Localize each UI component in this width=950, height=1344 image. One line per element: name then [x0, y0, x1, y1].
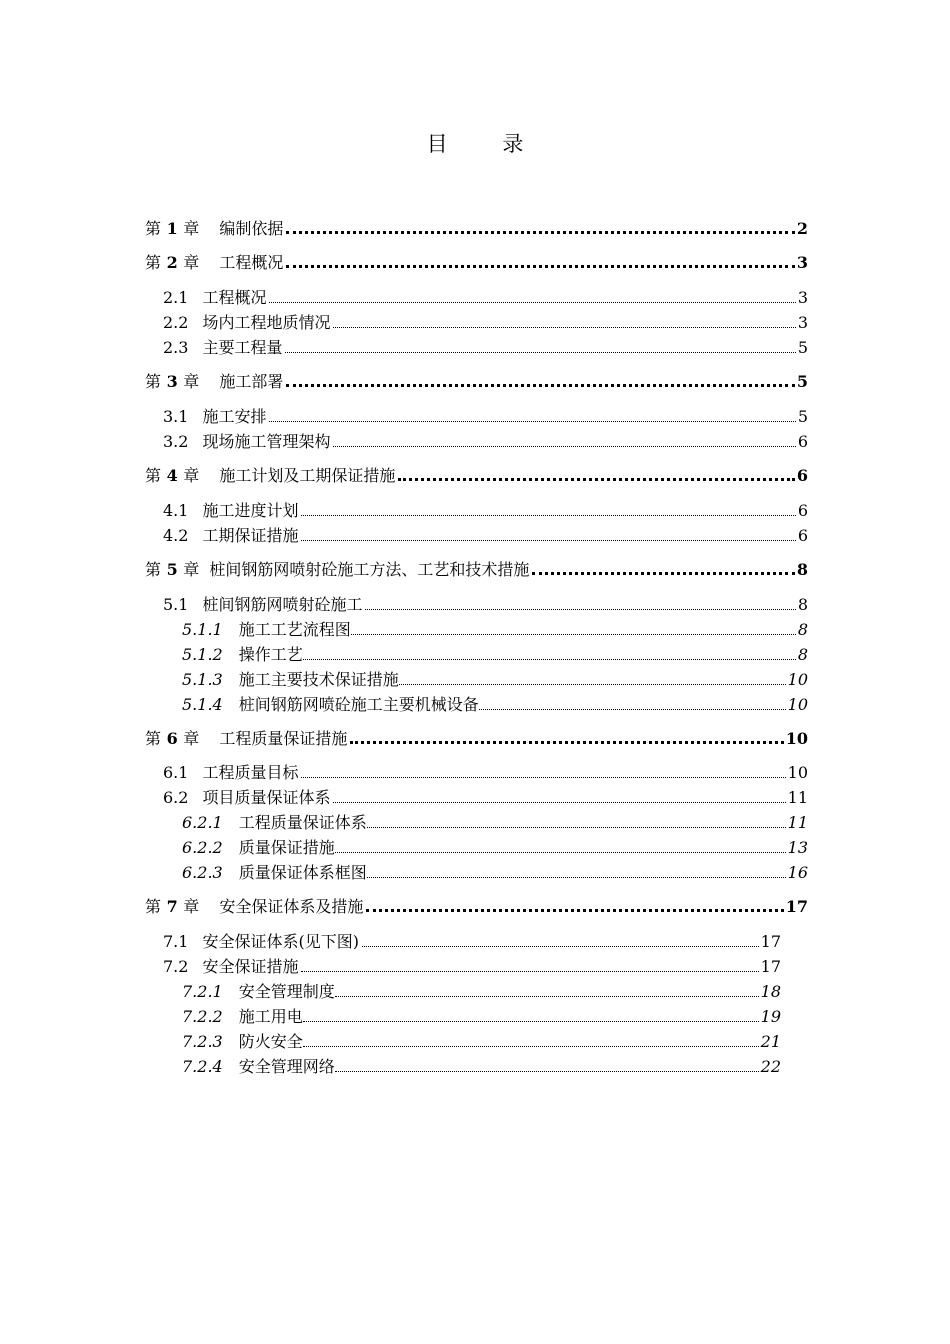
toc-entry-title: 桩间钢筋网喷砼施工主要机械设备: [238, 695, 479, 714]
chapter-number: 5: [161, 560, 184, 579]
toc-entry-title: 安全保证体系及措施: [219, 897, 364, 916]
toc-subsection-entry[interactable]: [182, 862, 808, 884]
dot-leader: [479, 708, 786, 710]
toc-entry-page-number: 6: [796, 466, 808, 485]
toc-chapter-entry[interactable]: [145, 252, 808, 274]
toc-chapter-entry[interactable]: [145, 371, 808, 393]
toc-section-entry[interactable]: [163, 762, 808, 784]
toc-entry-page-number: 5: [796, 372, 808, 391]
toc-entry-number: 5.1.1: [182, 620, 223, 639]
toc-entry-title: 质量保证措施: [238, 838, 335, 857]
toc-entry-title: 施工部署: [219, 372, 284, 391]
toc-entry-title: 施工安排: [202, 407, 267, 426]
toc-chapter-entry[interactable]: [145, 896, 808, 918]
toc-section-entry[interactable]: [163, 594, 808, 616]
toc-entry-number: 2.3: [163, 338, 189, 357]
toc-entry-number: 4.1: [163, 501, 189, 520]
toc-subsection-entry[interactable]: [182, 1031, 781, 1053]
chapter-suffix: 章: [183, 219, 200, 238]
toc-entry-title: 施工进度计划: [202, 501, 299, 520]
toc-subsection-entry[interactable]: [182, 694, 808, 716]
toc-entry-title: 工期保证措施: [202, 526, 299, 545]
toc-entry-title: 桩间钢筋网喷射砼施工: [202, 595, 363, 614]
toc-entry-title: 施工工艺流程图: [238, 620, 351, 639]
toc-entry-page-number: 5: [797, 407, 808, 426]
dot-leader: [286, 383, 795, 387]
toc-chapter-entry[interactable]: [145, 728, 808, 750]
toc-subsection-entry[interactable]: [182, 1056, 781, 1078]
toc-entry-page-number: 10: [787, 763, 808, 782]
toc-entry-page-number: 11: [787, 788, 808, 807]
toc-entry-page-number: 22: [760, 1057, 781, 1076]
toc-entry-number: 6.1: [163, 763, 189, 782]
toc-entry-number: 6.2.1: [182, 813, 223, 832]
chapter-prefix: 第: [145, 729, 162, 748]
toc-entry-number: [145, 371, 199, 393]
toc-entry-number: 5.1.4: [182, 695, 223, 714]
toc-chapter-entry[interactable]: [145, 218, 808, 240]
toc-entry-title: 主要工程量: [202, 338, 283, 357]
dot-leader: [367, 876, 786, 878]
chapter-suffix: 章: [183, 729, 200, 748]
dot-leader: [303, 658, 796, 660]
dot-leader: [350, 740, 783, 744]
toc-entry-title: 工程质量保证措施: [219, 729, 348, 748]
chapter-suffix: 章: [183, 897, 200, 916]
toc-entry-number: 3.2: [163, 432, 189, 451]
toc-entry-number: 7.1: [163, 932, 189, 951]
toc-entry-number: 6.2: [163, 788, 189, 807]
toc-entry-number: [145, 896, 199, 918]
toc-entry-number: 5.1.2: [182, 645, 223, 664]
toc-entry-title: 安全保证体系(见下图): [202, 932, 359, 951]
chapter-suffix: 章: [183, 372, 200, 391]
chapter-prefix: 第: [145, 897, 162, 916]
toc-entry-title: 安全管理制度: [238, 982, 335, 1001]
toc-entry-page-number: 6: [797, 501, 808, 520]
dot-leader: [333, 326, 795, 328]
toc-chapter-entry[interactable]: [145, 559, 808, 581]
chapter-number: 7: [161, 897, 184, 916]
toc-entry-page-number: 21: [760, 1032, 781, 1051]
dot-leader: [285, 351, 795, 353]
toc-subsection-entry[interactable]: [182, 644, 808, 666]
chapter-suffix: 章: [183, 560, 200, 579]
toc-subsection-entry[interactable]: [182, 837, 808, 859]
toc-entry-number: 7.2.3: [182, 1032, 223, 1051]
chapter-prefix: 第: [145, 253, 162, 272]
chapter-suffix: 章: [183, 253, 200, 272]
toc-subsection-entry[interactable]: [182, 1006, 781, 1028]
toc-entry-number: [145, 559, 199, 581]
chapter-number: 1: [161, 219, 184, 238]
toc-entry-page-number: 8: [797, 595, 808, 614]
toc-entry-title: 工程概况: [202, 288, 267, 307]
dot-leader: [532, 571, 795, 575]
toc-entry-title: 项目质量保证体系: [202, 788, 331, 807]
toc-entry-page-number: 16: [787, 863, 808, 882]
toc-subsection-entry[interactable]: [182, 619, 808, 641]
toc-entry-page-number: 8: [796, 560, 808, 579]
toc-entry-page-number: 8: [797, 620, 808, 639]
toc-entry-title: 工程概况: [219, 253, 284, 272]
toc-section-entry[interactable]: [163, 787, 808, 809]
toc-entry-page-number: 10: [787, 695, 808, 714]
dot-leader: [269, 301, 795, 303]
toc-entry-number: [145, 465, 199, 487]
toc-entry-page-number: 11: [787, 813, 808, 832]
dot-leader: [366, 908, 783, 912]
chapter-number: 3: [161, 372, 184, 391]
toc-entry-page-number: 19: [760, 1007, 781, 1026]
toc-entry-number: 7.2: [163, 957, 189, 976]
toc-chapter-entry[interactable]: [145, 465, 808, 487]
dot-leader: [269, 420, 795, 422]
toc-entry-number: 7.2.1: [182, 982, 223, 1001]
toc-entry-title: 工程质量目标: [202, 763, 299, 782]
toc-entry-title: 防火安全: [238, 1032, 303, 1051]
dot-leader: [303, 1020, 759, 1022]
dot-leader: [301, 970, 758, 972]
chapter-number: 6: [161, 729, 184, 748]
toc-entry-number: 6.2.2: [182, 838, 223, 857]
toc-entry-number: 2.2: [163, 313, 189, 332]
dot-leader: [286, 264, 795, 268]
dot-leader: [301, 514, 795, 516]
toc-section-entry[interactable]: [163, 312, 808, 334]
toc-entry-title: 安全保证措施: [202, 957, 299, 976]
toc-entry-title: 工程质量保证体系: [238, 813, 367, 832]
dot-leader: [351, 633, 796, 635]
toc-section-entry[interactable]: [163, 337, 808, 359]
toc-entry-page-number: 18: [760, 982, 781, 1001]
toc-entry-page-number: 17: [760, 932, 781, 951]
toc-entry-number: 2.1: [163, 288, 189, 307]
toc-entry-title: 施工计划及工期保证措施: [219, 466, 396, 485]
toc-subsection-entry[interactable]: [182, 981, 781, 1003]
toc-entry-number: [145, 218, 199, 240]
toc-entry-page-number: 13: [787, 838, 808, 857]
dot-leader: [335, 1070, 759, 1072]
toc-section-entry[interactable]: [163, 525, 808, 547]
toc-entry-number: 3.1: [163, 407, 189, 426]
chapter-prefix: 第: [145, 372, 162, 391]
dot-leader: [365, 608, 795, 610]
toc-section-entry[interactable]: [163, 287, 808, 309]
toc-entry-title: 现场施工管理架构: [202, 432, 331, 451]
toc-entry-number: [145, 728, 199, 750]
page-title: 目 录: [426, 132, 548, 156]
toc-entry-title: 操作工艺: [238, 645, 303, 664]
dot-leader: [398, 477, 795, 481]
toc-section-entry[interactable]: [163, 500, 808, 522]
toc-entry-number: [145, 252, 199, 274]
chapter-prefix: 第: [145, 219, 162, 238]
chapter-suffix: 章: [183, 466, 200, 485]
dot-leader: [335, 995, 759, 997]
toc-entry-page-number: 10: [787, 670, 808, 689]
toc-entry-page-number: 3: [797, 313, 808, 332]
toc-entry-title: 施工用电: [238, 1007, 303, 1026]
toc-entry-number: 7.2.2: [182, 1007, 223, 1026]
toc-entry-title: 安全管理网络: [238, 1057, 335, 1076]
chapter-number: 2: [161, 253, 184, 272]
toc-entry-page-number: 10: [785, 729, 808, 748]
toc-section-entry[interactable]: [163, 956, 781, 978]
chapter-prefix: 第: [145, 560, 162, 579]
dot-leader: [362, 945, 759, 947]
toc-entry-title: 场内工程地质情况: [202, 313, 331, 332]
chapter-prefix: 第: [145, 466, 162, 485]
toc-entry-title: 桩间钢筋网喷射砼施工方法、工艺和技术措施: [209, 560, 530, 579]
dot-leader: [367, 826, 786, 828]
toc-entry-page-number: 6: [797, 432, 808, 451]
dot-leader: [301, 776, 785, 778]
dot-leader: [301, 539, 795, 541]
toc-entry-title: 施工主要技术保证措施: [238, 670, 399, 689]
toc-subsection-entry[interactable]: [182, 812, 808, 834]
toc-entry-page-number: 17: [760, 957, 781, 976]
toc-section-entry[interactable]: [163, 931, 781, 953]
toc-entry-number: 5.1.3: [182, 670, 223, 689]
toc-section-entry[interactable]: [163, 406, 808, 428]
toc-entry-number: 4.2: [163, 526, 189, 545]
dot-leader: [335, 851, 786, 853]
toc-entry-page-number: 17: [785, 897, 808, 916]
toc-entry-number: 7.2.4: [182, 1057, 223, 1076]
toc-entry-number: 5.1: [163, 595, 189, 614]
toc-subsection-entry[interactable]: [182, 669, 808, 691]
toc-entry-title: 编制依据: [219, 219, 284, 238]
toc-entry-page-number: 6: [797, 526, 808, 545]
toc-entry-page-number: 3: [796, 253, 808, 272]
chapter-number: 4: [161, 466, 184, 485]
dot-leader: [286, 230, 795, 234]
dot-leader: [333, 801, 785, 803]
dot-leader: [333, 445, 795, 447]
toc-entry-page-number: 3: [797, 288, 808, 307]
toc-entry-page-number: 8: [797, 645, 808, 664]
dot-leader: [399, 683, 786, 685]
toc-entry-title: 质量保证体系框图: [238, 863, 367, 882]
toc-entry-page-number: 2: [796, 219, 808, 238]
dot-leader: [303, 1045, 759, 1047]
toc-entry-number: 6.2.3: [182, 863, 223, 882]
toc-entry-page-number: 5: [797, 338, 808, 357]
toc-section-entry[interactable]: [163, 431, 808, 453]
